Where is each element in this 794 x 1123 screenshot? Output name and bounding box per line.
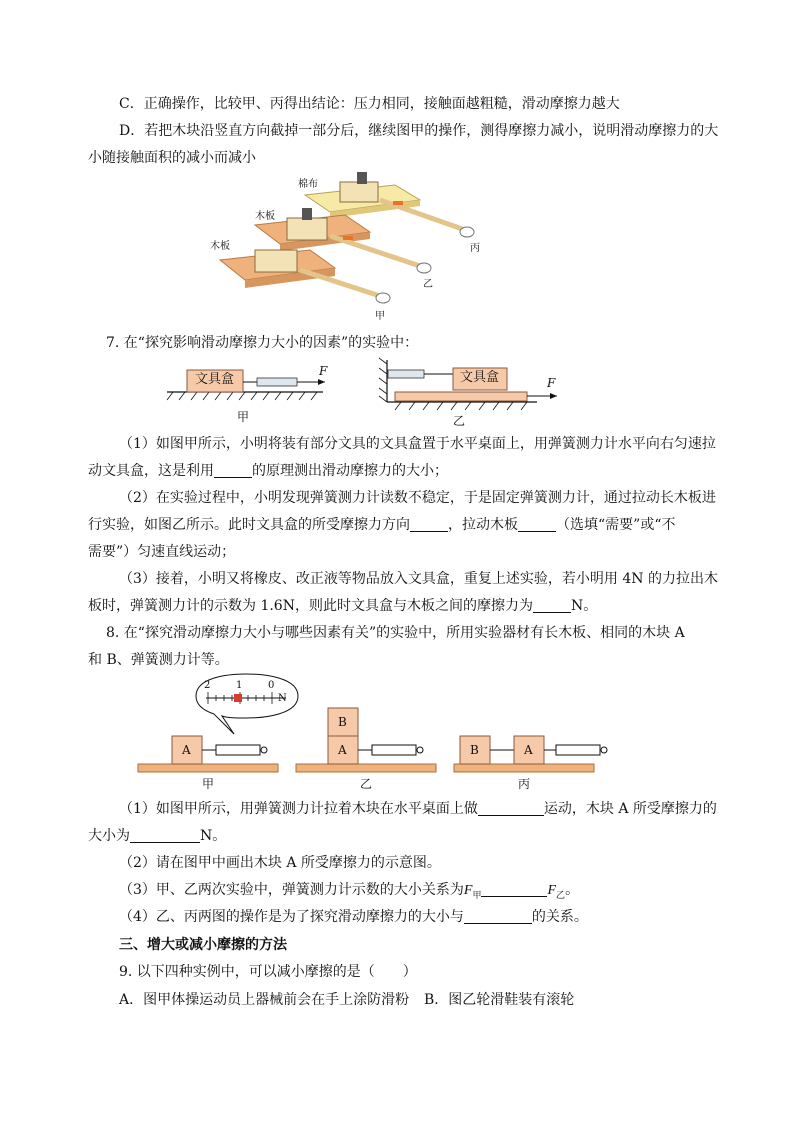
q7-part3-line2 — [88, 596, 597, 616]
block-label-a-jia: A — [182, 743, 191, 757]
block-label-a-bing: A — [524, 743, 533, 757]
hand-icon — [417, 263, 431, 273]
caption-yi: 乙 — [360, 777, 373, 791]
answer-blank[interactable] — [533, 598, 571, 613]
scale-tick-label: 0 — [268, 680, 275, 691]
pencil-box-label-yi: 文具盒 — [460, 370, 500, 385]
figure-q8-drawing — [136, 672, 656, 794]
force-symbol: F — [547, 883, 557, 898]
board-yi — [296, 764, 436, 772]
q8-part1-line1 — [119, 799, 717, 819]
q8-part1-text-end: 运动，木块 A 所受摩擦力的 — [543, 801, 717, 817]
caption-jia: 甲 — [375, 311, 385, 322]
q7-part2-text-mid: ，拉动木板 — [448, 517, 518, 533]
q8-part1-text2-end: N。 — [200, 828, 227, 844]
pencil-box-label-jia: 文具盒 — [195, 372, 235, 387]
question-7: 7. 在“探究影响滑动摩擦力大小的因素”的实验中： — [106, 335, 419, 351]
ground-hatch-yi — [395, 402, 527, 410]
answer-blank[interactable] — [214, 463, 252, 478]
q7-part2-line3: 需要”）匀速直线运动； — [88, 544, 236, 560]
answer-blank[interactable] — [518, 517, 556, 532]
label-cotton: 棉布 — [298, 179, 318, 190]
question-8-line2: 和 B、弹簧测力计等。 — [88, 652, 229, 668]
long-board-yi — [395, 392, 527, 401]
spring-scale-jia — [216, 745, 260, 755]
caption-bing: 丙 — [518, 777, 531, 791]
figure-q6 — [195, 170, 525, 330]
option-c: C．正确操作，比较甲、丙得出结论：压力相同，接触面越粗糙，滑动摩擦力越大 — [119, 96, 620, 112]
question-9: 9. 以下四种实例中，可以减小摩擦的是（ ） — [119, 964, 417, 980]
scale-pointer — [234, 694, 242, 702]
caption-bing: 丙 — [470, 243, 480, 254]
hand-icon — [376, 293, 390, 303]
scale-ring-jia — [261, 747, 267, 753]
arrowhead-yi — [550, 393, 557, 399]
spring-scale-bing — [556, 745, 600, 755]
label-wood-jia: 木板 — [210, 241, 230, 252]
scale-tick-label: 1 — [236, 680, 243, 691]
block-bing — [340, 182, 378, 202]
q7-part3-line1: （3）接着，小明又将橡皮、改正液等物品放入文具盒，重复上述实验，若小明用 4N 的力拉出木 — [119, 571, 718, 587]
option-d-line2: 小随接触面积的减小而减小 — [88, 150, 256, 166]
answer-blank[interactable] — [130, 828, 200, 843]
answer-blank[interactable] — [481, 882, 547, 897]
section-heading: 三、增大或减小摩擦的方法 — [119, 937, 287, 953]
spring-scale-yi — [388, 370, 424, 378]
force-label-jia: F — [319, 364, 328, 378]
q7-part3-text: 板时，弹簧测力计的示数为 1.6N，则此时文具盒与木板之间的摩擦力为 — [88, 598, 533, 614]
block-jia — [255, 250, 297, 272]
force-label-yi: F — [547, 376, 556, 390]
figure-q7-drawing — [165, 356, 565, 428]
block-label-a-yi: A — [338, 743, 347, 757]
option-d-line1: D．若把木块沿竖直方向截掉一部分后，继续图甲的操作，测得摩擦力减小，说明滑动摩擦力的大 — [119, 123, 719, 139]
board-bing — [454, 764, 594, 772]
answer-blank[interactable] — [464, 909, 532, 924]
force-symbol: F — [463, 883, 473, 898]
answer-blank[interactable] — [410, 517, 448, 532]
question-8-line1: 8. 在“探究滑动摩擦力大小与哪些因素有关”的实验中，所用实验器材有长木板、相同的木块 A — [106, 625, 685, 641]
arrowhead-jia — [318, 379, 325, 385]
answer-blank[interactable] — [478, 801, 544, 816]
ground-hatch-jia — [167, 392, 317, 400]
caption-yi: 乙 — [453, 414, 466, 428]
q8-part3 — [119, 880, 579, 906]
board-jia — [138, 764, 278, 772]
q7-part1-text-end: 的原理测出滑动摩擦力的大小； — [252, 463, 448, 479]
scale-ring-yi — [417, 747, 423, 753]
block-yi — [287, 218, 327, 240]
q7-part2-line2 — [88, 515, 675, 535]
figure-q7 — [165, 356, 565, 428]
q9-option-b: B．图乙轮滑鞋装有滚轮 — [424, 992, 575, 1008]
spring-scale-yi — [372, 745, 416, 755]
spring-scale-yi — [330, 236, 420, 266]
hand-icon — [460, 227, 474, 237]
q7-part2-text-end: （选填“需要”或“不 — [556, 517, 676, 533]
label-wood-yi: 木板 — [255, 211, 275, 222]
force-subscript: 乙 — [556, 890, 566, 901]
block-label-b-yi: B — [338, 715, 347, 729]
q8-part1-line2 — [88, 826, 226, 846]
q8-part4 — [119, 907, 588, 927]
scale-ring-bing — [601, 747, 607, 753]
wall-hatch-yi — [379, 358, 387, 402]
caption-yi: 乙 — [423, 279, 433, 290]
spring-scale-bing — [380, 200, 465, 230]
q7-part2-line1: （2）在实验过程中，小明发现弹簧测力计读数不稳定，于是固定弹簧测力计，通过拉动长木板进 — [119, 490, 716, 506]
weight-icon — [302, 208, 312, 220]
block-label-b-bing: B — [470, 743, 479, 757]
weight-icon — [357, 172, 367, 184]
q8-part3-text: （3）甲、乙两次实验中，弹簧测力计示数的大小关系为 — [119, 882, 464, 898]
q7-part3-text-end: N。 — [570, 598, 598, 614]
q8-part1-text2: 大小为 — [88, 828, 130, 844]
figure-q8 — [136, 672, 656, 794]
q8-part3-end: 。 — [565, 882, 580, 898]
scale-unit-label: N — [278, 693, 287, 704]
q7-part2-text: 行实验，如图乙所示。此时文具盒的所受摩擦力方向 — [88, 517, 410, 533]
q8-part4-text: （4）乙、丙两图的操作是为了探究滑动摩擦力的大小与 — [119, 909, 464, 925]
q7-part1-text: 动文具盒，这是利用 — [88, 463, 214, 479]
q7-part1-line2 — [88, 461, 448, 481]
spring-scale-jia — [257, 378, 297, 386]
caption-jia: 甲 — [237, 410, 250, 424]
scale-tick-label: 2 — [204, 680, 211, 691]
q8-part2: （2）请在图甲中画出木块 A 所受摩擦力的示意图。 — [119, 855, 441, 871]
force-subscript: 甲 — [472, 890, 482, 901]
caption-jia: 甲 — [202, 777, 215, 791]
q9-option-a: A．图甲体操运动员上器械前会在手上涂防滑粉 — [119, 992, 410, 1008]
spring-scale-jia — [300, 270, 380, 296]
scale-pointer-bing — [393, 201, 403, 205]
q7-part1-line1: （1）如图甲所示，小明将装有部分文具的文具盒置于水平桌面上，用弹簧测力计水平向右匀速拉 — [119, 436, 716, 452]
scale-pointer-yi — [343, 236, 353, 240]
q8-part1-text: （1）如图甲所示，用弹簧测力计拉着木块在水平桌面上做 — [119, 801, 478, 817]
q8-part4-text-end: 的关系。 — [531, 909, 588, 925]
